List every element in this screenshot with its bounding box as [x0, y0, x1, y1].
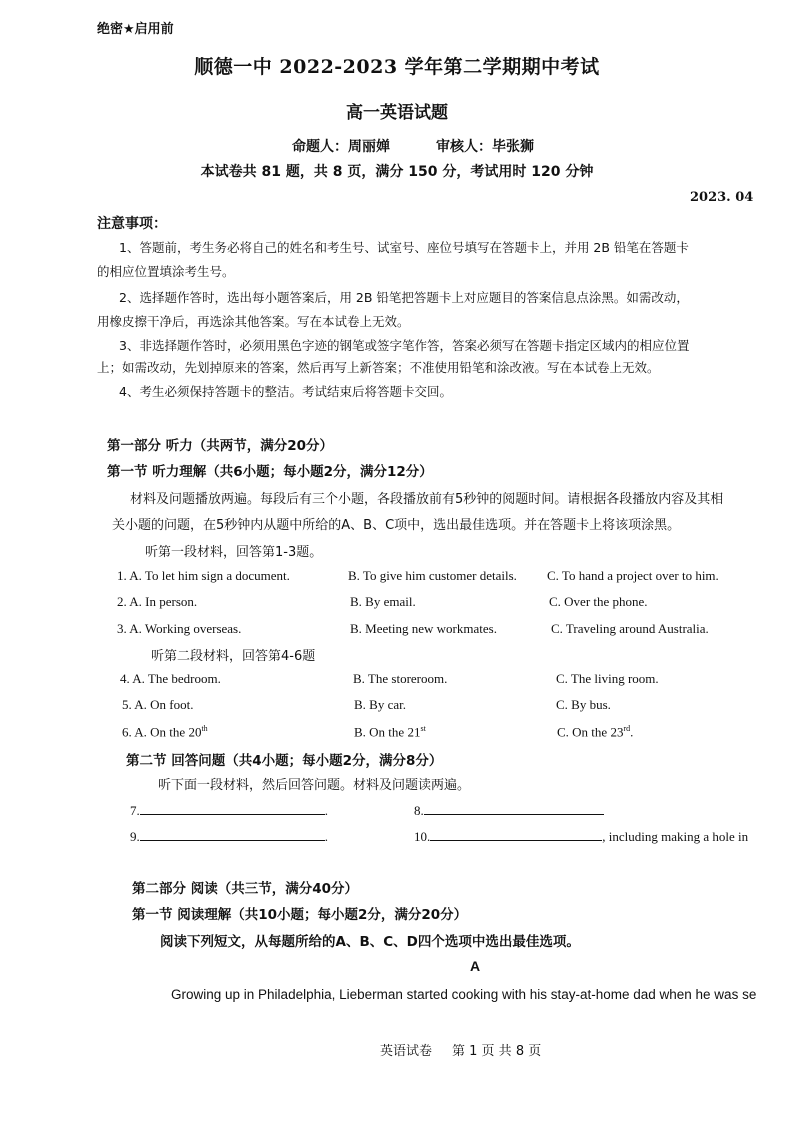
- notice-item-3: [97, 336, 787, 354]
- blank-10: [414, 828, 748, 845]
- notice-text: 3、非选择题作答时，必须用黑色字迹的钢笔或签字笔作答，答案必须写在答题卡指定区域内的相应位置: [119, 338, 690, 353]
- blank-7: 7. .: [130, 803, 328, 818]
- page-footer: [380, 1040, 541, 1059]
- exam-title: 顺德一中 2022-2023 学年第二学期期中考试: [194, 56, 600, 78]
- reading-instructions: 阅读下列短文，从每题所给的A、B、C、D四个选项中选出最佳选项。: [160, 934, 580, 950]
- instructions-line2: 关小题的问题，在5秒钟内从题中所给的A、B、C项中，选出最佳选项。并在答题卡上将该项涂黑。: [112, 518, 681, 533]
- footer-page: 第 1 页 共 8 页: [452, 1044, 542, 1059]
- blank-9: 9. .: [130, 829, 328, 844]
- blank-9-label: 9.: [130, 829, 140, 844]
- exam-date: 2023. 04: [690, 190, 754, 205]
- notice-item-4: [97, 382, 787, 400]
- reviewer: 审核人：毕张狮: [436, 139, 534, 155]
- confidential-mark: 绝密★启用前: [97, 22, 174, 37]
- q2-option-c: C. Over the phone.: [549, 594, 648, 609]
- q5-option-a: 5. A. On foot.: [122, 697, 194, 712]
- blank-7-label: 7.: [130, 803, 140, 818]
- q2-option-a: 2. A. In person.: [117, 594, 198, 609]
- q1-option-c: C. To hand a project over to him.: [547, 568, 719, 583]
- answer-line: [140, 802, 325, 815]
- q3-option-c: C. Traveling around Australia.: [551, 621, 709, 636]
- listen-prompt-1: 听第一段材料，回答第1-3题。: [145, 545, 323, 560]
- notice-item-2: [97, 288, 787, 306]
- blank-10-label: 10.: [414, 829, 431, 844]
- passage-text: Growing up in Philadelphia, Lieberman started cooking with his stay-at-home dad when he was se: [171, 987, 757, 1002]
- q5-option-b: B. By car.: [354, 697, 406, 712]
- notice-text: 2、选择题作答时，选出每小题答案后，用 2B 铅笔把答题卡上对应题目的答案信息点涂黑。如需改动，: [119, 290, 689, 305]
- notice-text: 4、考生必须保持答题卡的整洁。考试结束后将答题卡交回。: [119, 384, 452, 399]
- answer-line: [424, 802, 604, 815]
- part2-section1-heading: 第一节 阅读理解（共10小题；每小题2分，满分20分）: [132, 907, 468, 923]
- listen-prompt-2: 听第二段材料，回答第4-6题: [151, 649, 316, 664]
- footer-subject: 英语试卷: [380, 1044, 433, 1059]
- notice-item-3-cont: 上；如需改动，先划掉原来的答案，然后再写上新答案；不准使用铅笔和涂改液。写在本试卷上无效。: [97, 360, 660, 375]
- q5-option-c: C. By bus.: [556, 697, 611, 712]
- setter: 命题人：周丽婵: [292, 139, 390, 155]
- part2-heading: 第二部分 阅读（共三节，满分40分）: [132, 881, 358, 897]
- notice-item-1-cont: 的相应位置填涂考生号。: [97, 264, 235, 279]
- blank-8-label: 8.: [414, 803, 424, 818]
- q4-option-a: 4. A. The bedroom.: [120, 671, 221, 686]
- q4-option-c: C. The living room.: [556, 671, 659, 686]
- section2-instructions: 听下面一段材料，然后回答问题。材料及问题读两遍。: [158, 778, 471, 793]
- q6-a-sup: th: [201, 724, 208, 733]
- notice-heading: 注意事项：: [97, 216, 167, 232]
- instructions-line1: 材料及问题播放两遍。每段后有三个小题，各段播放前有5秒钟的阅题时间。请根据各段播放内容及其相: [130, 492, 724, 507]
- q6-option-a: [122, 724, 208, 740]
- q6-b-sup: st: [420, 724, 426, 733]
- notice-text: 1、答题前，考生务必将自己的姓名和考生号、试室号、座位号填写在答题卡上，并用 2B 铅笔在答题卡: [119, 240, 689, 255]
- q6-option-b: [354, 724, 426, 740]
- notice-item-2-cont: 用橡皮擦干净后，再选涂其他答案。写在本试卷上无效。: [97, 314, 410, 329]
- part1-section1-heading: 第一节 听力理解（共6小题；每小题2分，满分12分）: [107, 464, 433, 480]
- q6-c-text: C. On the 23: [557, 724, 624, 740]
- passage-label: A: [469, 958, 481, 974]
- part1-section2-heading: 第二节 回答问题（共4小题；每小题2分，满分8分）: [126, 753, 443, 769]
- q1-option-a: 1. A. To let him sign a document.: [117, 568, 290, 583]
- q2-option-b: B. By email.: [350, 594, 416, 609]
- q1-option-b: B. To give him customer details.: [348, 568, 517, 583]
- notice-item-1: [97, 238, 787, 256]
- exam-subtitle: 高一英语试题: [346, 103, 448, 123]
- q4-option-b: B. The storeroom.: [353, 671, 448, 686]
- q6-option-c: C. On the 23rd.: [557, 724, 634, 740]
- authors-line: [292, 136, 534, 156]
- blank-8: [414, 802, 604, 819]
- q6-b-text: B. On the 21: [354, 724, 421, 740]
- exam-info: 本试卷共 81 题，共 8 页，满分 150 分，考试用时 120 分钟: [200, 164, 594, 180]
- answer-line: [430, 828, 602, 841]
- q6-c-sup: rd: [623, 724, 631, 733]
- q3-option-a: 3. A. Working overseas.: [117, 621, 242, 636]
- q6-a-text: 6. A. On the 20: [122, 724, 202, 740]
- answer-line: [140, 828, 325, 841]
- part1-heading: 第一部分 听力（共两节，满分20分）: [107, 438, 333, 454]
- q3-option-b: B. Meeting new workmates.: [350, 621, 497, 636]
- blank-10-tail: , including making a hole in: [602, 829, 749, 844]
